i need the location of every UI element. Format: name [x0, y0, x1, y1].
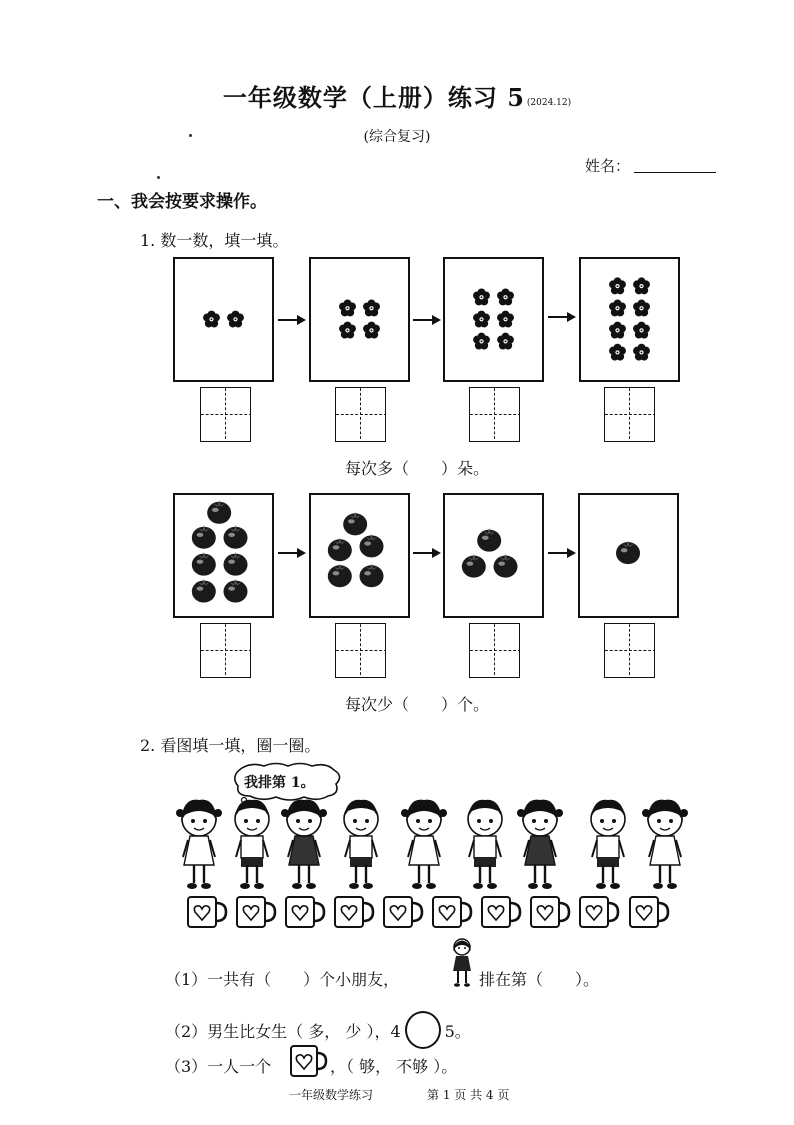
tomato-icon [224, 579, 248, 603]
flower-icon [203, 311, 220, 328]
cup-icon [630, 897, 668, 927]
speck [157, 176, 160, 179]
flower-icon [633, 344, 650, 361]
answer-box[interactable] [604, 387, 655, 442]
flower-frame-2 [309, 257, 410, 382]
flower-icon [339, 300, 356, 317]
tomato-icon [616, 541, 640, 565]
page-title [0, 78, 794, 113]
name-field[interactable] [634, 172, 716, 173]
cups-row [180, 893, 690, 931]
cup-icon [433, 897, 471, 927]
tomato-frame-2 [309, 493, 410, 618]
tomato-icon [477, 528, 501, 552]
section-heading: 一、我会按要求操作。 [97, 192, 267, 212]
children-row [175, 795, 695, 893]
tomato-frame-3 [443, 493, 544, 618]
footer-title: 一年级数学练习 [289, 1088, 374, 1102]
flower-icon [633, 277, 650, 294]
tomato-icon [360, 534, 384, 558]
title-date: (2024.12) [526, 98, 572, 108]
cup-icon [286, 897, 324, 927]
girl-figure-icon [176, 800, 222, 889]
flower-icon [363, 322, 380, 339]
flower-frame-4 [579, 257, 680, 382]
flower-icon [497, 311, 514, 328]
tomato-icon [328, 538, 352, 562]
flower-frame-3 [443, 257, 544, 382]
tomato-icon [224, 552, 248, 576]
tomato-frame-4 [578, 493, 679, 618]
flower-icon [609, 300, 626, 317]
cup-icon [482, 897, 520, 927]
girl-figure-icon [642, 800, 688, 889]
girl-figure-icon [401, 800, 447, 889]
girl-figure-icon [517, 800, 563, 889]
flower-icon [609, 344, 626, 361]
tomato-icon [192, 525, 216, 549]
flower-icon [609, 277, 626, 294]
answer-box[interactable] [200, 623, 251, 678]
comparison-circle[interactable] [405, 1011, 441, 1049]
question-1-label: 1. 数一数，填一填。 [140, 231, 289, 250]
tomato-icon [343, 512, 367, 536]
cup-icon [288, 1043, 328, 1079]
boy-figure-icon [468, 800, 502, 889]
flower-icon [497, 288, 514, 305]
flower-icon [473, 288, 490, 305]
flower-icon [633, 322, 650, 339]
tomato-icon [328, 564, 352, 588]
boy-figure-icon [235, 800, 269, 889]
cup-icon [580, 897, 618, 927]
subquestion-1-part-a: （1）一共有（ ）个小朋友， [165, 970, 400, 989]
tomato-icon [494, 554, 518, 578]
tomato-icon [462, 554, 486, 578]
title-text: 一年级数学（上册）练习 5 [222, 83, 525, 112]
subquestion-3-part-a: （3）一人一个 [165, 1057, 272, 1076]
answer-box[interactable] [200, 387, 251, 442]
subquestion-3-part-b: ，（ 够， 不够 ）。 [330, 1057, 458, 1076]
answer-box[interactable] [469, 623, 520, 678]
name-label: 姓名： [585, 157, 631, 175]
answer-box[interactable] [335, 387, 386, 442]
footer-page: 第 1 页 共 4 页 [427, 1088, 510, 1102]
flower-icon [227, 311, 244, 328]
subquestion-2-part-a: （2）男生比女生（ 多， 少 ），4 [165, 1021, 401, 1041]
subquestion-2-part-b: 5。 [444, 1021, 471, 1041]
tomato-icon [207, 500, 231, 524]
flower-icon [473, 311, 490, 328]
tomato-frame-1 [173, 493, 274, 618]
page-subtitle: (综合复习) [363, 129, 431, 145]
flower-frame-1 [173, 257, 274, 382]
tomato-icon [224, 525, 248, 549]
speech-text: 我排第 1。 [244, 775, 315, 791]
answer-box[interactable] [469, 387, 520, 442]
arrow-right-icon [277, 313, 307, 327]
answer-box[interactable] [335, 623, 386, 678]
girl-figure-icon [281, 800, 327, 889]
cup-icon [384, 897, 422, 927]
cup-icon [335, 897, 373, 927]
arrow-right-icon [547, 310, 577, 324]
arrow-right-icon [412, 546, 442, 560]
flower-icon [473, 333, 490, 350]
arrow-right-icon [547, 546, 577, 560]
tomato-icon [192, 579, 216, 603]
flower-icon [609, 322, 626, 339]
boy-figure-icon [344, 800, 378, 889]
arrow-right-icon [412, 313, 442, 327]
cup-icon [188, 897, 226, 927]
flower-icon [633, 300, 650, 317]
subquestion-1-part-b: 排在第（ ）。 [479, 970, 600, 989]
arrow-right-icon [277, 546, 307, 560]
answer-box[interactable] [604, 623, 655, 678]
row1-question: 每次多（ ）朵。 [345, 459, 490, 478]
boy-figure-icon [591, 800, 625, 889]
speck [189, 134, 192, 137]
flower-icon [363, 300, 380, 317]
question-2-label: 2. 看图填一填，圈一圈。 [140, 736, 321, 755]
flower-icon [497, 333, 514, 350]
tomato-icon [192, 552, 216, 576]
flower-icon [339, 322, 356, 339]
row2-question: 每次少（ ）个。 [345, 695, 490, 714]
girl-figure-icon [449, 937, 475, 989]
cup-icon [531, 897, 569, 927]
cup-icon [237, 897, 275, 927]
tomato-icon [360, 564, 384, 588]
